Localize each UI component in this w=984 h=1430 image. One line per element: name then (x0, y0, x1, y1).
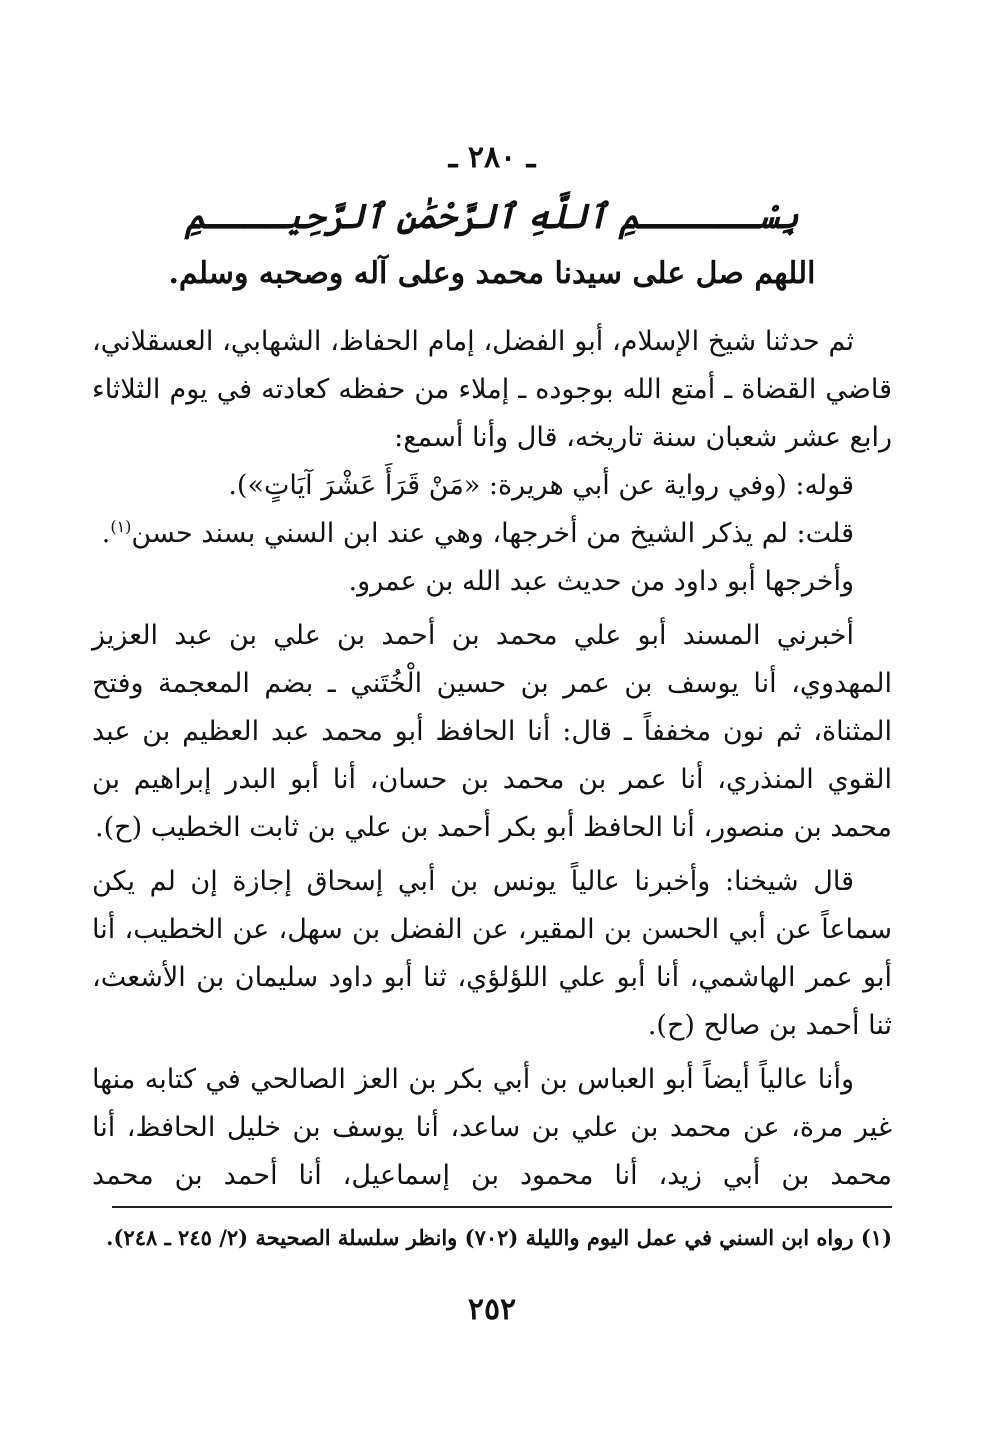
paragraph: قوله: (وفي رواية عن أبي هريرة: «مَنْ قَرَأَ عَشْرَ آيَاتٍ»). (228, 470, 854, 501)
paragraph: ثم حدثنا شيخ الإسلام، أبو الفضل، إمام الحفاظ، الشهابي، العسقلاني، قاضي القضاة ـ أمتع الله بوجوده ـ إملاء من حفظه كعادته في يوم الثلاثاء رابع عشر شعبان سنة تاريخه، قال وأنا أسمع: (92, 326, 892, 453)
paragraph: أخبرني المسند أبو علي محمد بن أحمد بن علي بن عبد العزيز المهدوي، أنا يوسف بن عمر بن حسين الْخُتَني ـ بضم المعجمة وفتح المثناة، ثم نون مخففاً ـ قال: أنا الحافظ أبو محمد عبد العظيم بن عبد القوي المنذري، أنا عمر بن محمد بن حسان، أنا أبو البدر إبراهيم بن محمد بن منصور، أنا الحافظ أبو بكر أحمد بن علي بن ثابت الخطيب (ح). (92, 620, 892, 843)
majlis-number: ـ ٢٨٠ ـ (448, 140, 536, 175)
basmala: بِسْــــــمِ ٱللَّهِ ٱلرَّحْمَٰنِ ٱلرَّحِيــــمِ (185, 197, 799, 237)
paragraph: قال شيخنا: وأخبرنا عالياً يونس بن أبي إسحاق إجازة إن لم يكن سماعاً عن أبي الحسن بن المقير، عن الفضل بن سهل، عن الخطيب، أنا أبو عمر الهاشمي، أنا أبو علي اللؤلؤي، ثنا أبو داود سليمان بن الأشعث، ثنا أحمد بن صالح (ح). (92, 866, 892, 1041)
paragraph (92, 510, 892, 558)
paragraph-text: قلت: لم يذكر الشيخ من أخرجها، وهي عند ابن السني بسند حسن (131, 518, 854, 549)
paragraph: وأنا عالياً أيضاً أبو العباس بن أبي بكر بن العز الصالحي في كتابه منها غير مرة، عن محمد بن علي بن ساعد، أنا يوسف بن خليل الحافظ، أنا محمد بن أبي زيد، أنا محمود بن إسماعيل، أنا أحمد بن محمد (92, 1064, 892, 1191)
footnote-divider (112, 1206, 892, 1208)
footnote: (١) رواه ابن السني في عمل اليوم والليلة (٧٠٢) وانظر سلسلة الصحيحة (٢/ ٢٤٥ ـ ٢٤٨). (106, 1225, 892, 1250)
salawat-line: اللهم صل على سيدنا محمد وعلى آله وصحبه وسلم. (168, 256, 816, 291)
footnote-reference[interactable]: (١) (110, 517, 132, 536)
page-number: ٢٥٢ (467, 1292, 517, 1327)
paragraph-end: . (101, 518, 111, 549)
main-text (92, 318, 892, 1200)
paragraph: وأخرجها أبو داود من حديث عبد الله بن عمرو. (348, 566, 854, 597)
footnotes (92, 1222, 892, 1254)
